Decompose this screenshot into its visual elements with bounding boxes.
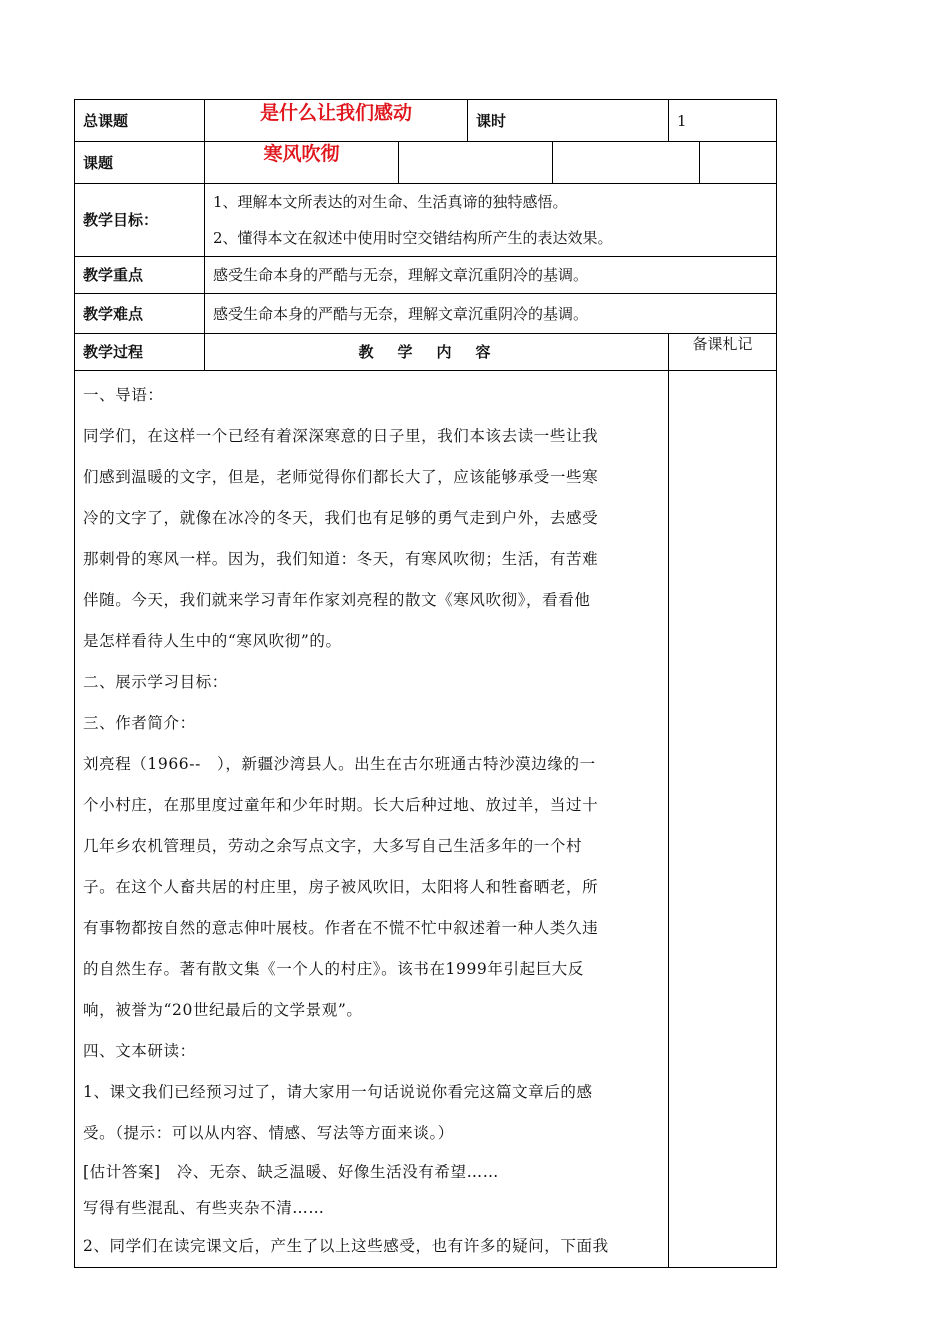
empty-cell-2 bbox=[553, 142, 700, 184]
content-line: 的自然生存。著有散文集《一个人的村庄》。该书在1999年引起巨大反 bbox=[83, 960, 584, 978]
row-lesson bbox=[75, 142, 777, 184]
content-line: 响，被誉为“20世纪最后的文学景观”。 bbox=[83, 1001, 363, 1019]
row-focus bbox=[75, 257, 777, 294]
content-line: 一、导语： bbox=[83, 386, 164, 404]
notes-header: 备课札记 bbox=[669, 334, 777, 371]
content-line: 二、展示学习目标： bbox=[83, 673, 228, 691]
empty-cell-1 bbox=[399, 142, 553, 184]
content-line: 子。在这个人畜共居的村庄里，房子被风吹旧，太阳将人和牲畜晒老，所 bbox=[83, 878, 599, 896]
process-content bbox=[75, 371, 669, 1268]
content-line: 同学们，在这样一个已经有着深深寒意的日子里，我们本该去读一些让我 bbox=[83, 427, 599, 445]
topic-value: 是什么让我们感动 bbox=[260, 102, 413, 124]
lesson-value: 寒风吹彻 bbox=[263, 143, 340, 165]
goal-item: 1、理解本文所表达的对生命、生活真谛的独特感悟。 bbox=[213, 193, 568, 211]
content-line: 四、文本研读： bbox=[83, 1042, 196, 1060]
goal-item: 2、懂得本文在叙述中使用时空交错结构所产生的表达效果。 bbox=[213, 229, 613, 247]
content-line: 是怎样看待人生中的“寒风吹彻”的。 bbox=[83, 632, 342, 650]
content-line: 那刺骨的寒风一样。因为，我们知道：冬天，有寒风吹彻；生活，有苦难 bbox=[83, 550, 599, 568]
notes-column bbox=[669, 371, 777, 1268]
row-process-header bbox=[75, 334, 777, 371]
goals-label: 教学目标： bbox=[75, 184, 205, 257]
row-goals bbox=[75, 184, 777, 257]
topic-label: 总课题 bbox=[75, 100, 205, 142]
empty-cell-3 bbox=[700, 142, 777, 184]
process-label: 教学过程 bbox=[75, 334, 205, 371]
lesson-plan-table bbox=[74, 99, 777, 1268]
content-line: 受。（提示：可以从内容、情感、写法等方面来谈。） bbox=[83, 1124, 454, 1142]
topic-value-cell bbox=[205, 100, 468, 142]
content-line: 2、同学们在读完课文后，产生了以上这些感受，也有许多的疑问，下面我 bbox=[83, 1237, 609, 1255]
lesson-plan-sheet bbox=[74, 99, 776, 1255]
period-value: 1 bbox=[669, 100, 777, 142]
focus-text: 感受生命本身的严酷与无奈，理解文章沉重阴冷的基调。 bbox=[205, 257, 777, 294]
content-line: 冷的文字了，就像在冰冷的冬天，我们也有足够的勇气走到户外，去感受 bbox=[83, 509, 599, 527]
content-line: 个小村庄，在那里度过童年和少年时期。长大后种过地、放过羊，当过十 bbox=[83, 796, 599, 814]
content-line: 1、课文我们已经预习过了，请大家用一句话说说你看完这篇文章后的感 bbox=[83, 1083, 593, 1101]
lesson-label: 课题 bbox=[75, 142, 205, 184]
content-line: 几年乡农机管理员，劳动之余写点文字，大多写自己生活多年的一个村 bbox=[83, 837, 583, 855]
content-line: 三、作者简介： bbox=[83, 714, 196, 732]
content-line: [估计答案] 冷、无奈、缺乏温暖、好像生活没有希望…… bbox=[83, 1163, 499, 1181]
lesson-value-cell bbox=[205, 142, 399, 184]
row-topic bbox=[75, 100, 777, 142]
row-process-body bbox=[75, 371, 777, 1268]
row-difficulty bbox=[75, 294, 777, 334]
content-header: 教学内容 bbox=[205, 334, 669, 371]
focus-label: 教学重点 bbox=[75, 257, 205, 294]
goals-cell bbox=[205, 184, 777, 257]
content-line: 写得有些混乱、有些夹杂不清…… bbox=[83, 1199, 325, 1217]
difficulty-text: 感受生命本身的严酷与无奈，理解文章沉重阴冷的基调。 bbox=[205, 294, 777, 334]
content-line: 刘亮程（1966-- ），新疆沙湾县人。出生在古尔班通古特沙漠边缘的一 bbox=[83, 755, 596, 773]
content-line: 伴随。今天，我们就来学习青年作家刘亮程的散文《寒风吹彻》，看看他 bbox=[83, 591, 591, 609]
content-line: 们感到温暖的文字，但是，老师觉得你们都长大了，应该能够承受一些寒 bbox=[83, 468, 599, 486]
period-label: 课时 bbox=[468, 100, 669, 142]
content-line: 有事物都按自然的意志伸叶展枝。作者在不慌不忙中叙述着一种人类久违 bbox=[83, 919, 599, 937]
difficulty-label: 教学难点 bbox=[75, 294, 205, 334]
